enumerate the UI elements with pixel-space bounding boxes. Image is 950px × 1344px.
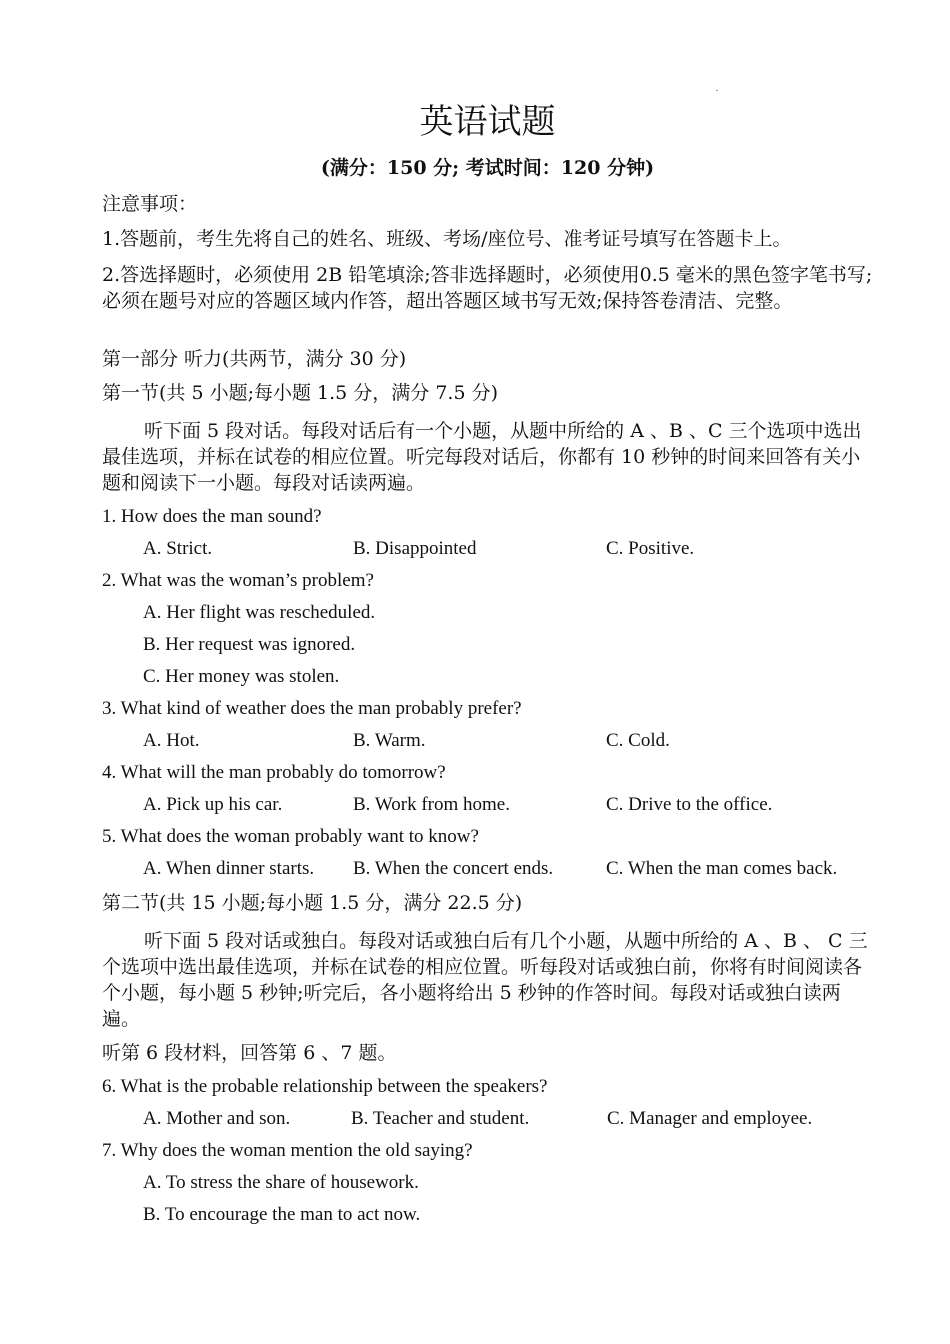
option-b: B. Teacher and student. <box>351 1108 530 1129</box>
option-b: B. When the concert ends. <box>353 858 554 879</box>
option-b: B. Disappointed <box>353 538 477 559</box>
option-b: B. Warm. <box>353 730 426 751</box>
question-stem: 5. What does the woman probably want to know? <box>102 826 479 847</box>
option-a: A. To stress the share of housework. <box>143 1172 419 1193</box>
section1-instructions: 听下面 5 段对话。每段对话后有一个小题，从题中所给的 A 、B 、C 三个选项中选出最佳选项，并标在试卷的相应位置。听完每段对话后，你都有 10 秒钟的时间来回答有关小题和阅读下一小题。每段对话读两遍。 <box>102 420 862 494</box>
scan-mark <box>716 90 718 91</box>
notice-item-1: 1.答题前，考生先将自己的姓名、班级、考场/座位号、准考证号填写在答题卡上。 <box>102 228 792 250</box>
option-a: A. Mother and son. <box>143 1108 291 1129</box>
part1-heading: 第一部分 听力(共两节，满分 30 分) <box>102 348 407 370</box>
question-stem: 2. What was the woman’s problem? <box>102 570 374 591</box>
section2-heading: 第二节(共 15 小题;每小题 1.5 分，满分 22.5 分) <box>102 892 523 914</box>
section1-heading: 第一节(共 5 小题;每小题 1.5 分，满分 7.5 分) <box>102 382 498 404</box>
option-a: A. Strict. <box>143 538 213 559</box>
option-c: C. Positive. <box>606 538 695 559</box>
option-b: B. Work from home. <box>353 794 510 815</box>
section2-instructions: 听下面 5 段对话或独白。每段对话或独白后有几个小题，从题中所给的 A 、B 、 C 三个选项中选出最佳选项，并标在试卷的相应位置。听每段对话或独白前，你将有时间阅读各个小题，每小题 5 秒钟;听完后，各小题将给出 5 秒钟的作答时间。每段对话或独白读两遍。 <box>102 930 868 1030</box>
option-c: C. Drive to the office. <box>606 794 773 815</box>
option-c: C. Her money was stolen. <box>143 666 340 687</box>
option-a: A. Hot. <box>143 730 200 751</box>
option-b: B. Her request was ignored. <box>143 634 356 655</box>
question-stem: 1. How does the man sound? <box>102 506 322 527</box>
material-note: 听第 6 段材料，回答第 6 、7 题。 <box>102 1042 397 1064</box>
option-c: C. Cold. <box>606 730 670 751</box>
option-a: A. When dinner starts. <box>143 858 315 879</box>
question-stem: 6. What is the probable relationship between the speakers? <box>102 1076 548 1097</box>
question-stem: 3. What kind of weather does the man probably prefer? <box>102 698 522 719</box>
option-a: A. Her flight was rescheduled. <box>143 602 376 623</box>
option-b: B. To encourage the man to act now. <box>143 1204 421 1225</box>
notice-item-2: 2.答选择题时，必须使用 2B 铅笔填涂;答非选择题时，必须使用0.5 毫米的黑色签字笔书写;必须在题号对应的答题区域内作答，超出答题区域书写无效;保持答卷清洁、完整。 <box>102 264 873 312</box>
question-stem: 7. Why does the woman mention the old saying? <box>102 1140 473 1161</box>
option-c: C. Manager and employee. <box>607 1108 813 1129</box>
option-c: C. When the man comes back. <box>606 858 838 879</box>
exam-title: 英语试题 <box>419 102 556 142</box>
question-stem: 4. What will the man probably do tomorrow? <box>102 762 446 783</box>
exam-subtitle: (满分：150 分; 考试时间：120 分钟) <box>320 157 655 179</box>
option-a: A. Pick up his car. <box>143 794 283 815</box>
notice-heading: 注意事项： <box>102 193 198 215</box>
